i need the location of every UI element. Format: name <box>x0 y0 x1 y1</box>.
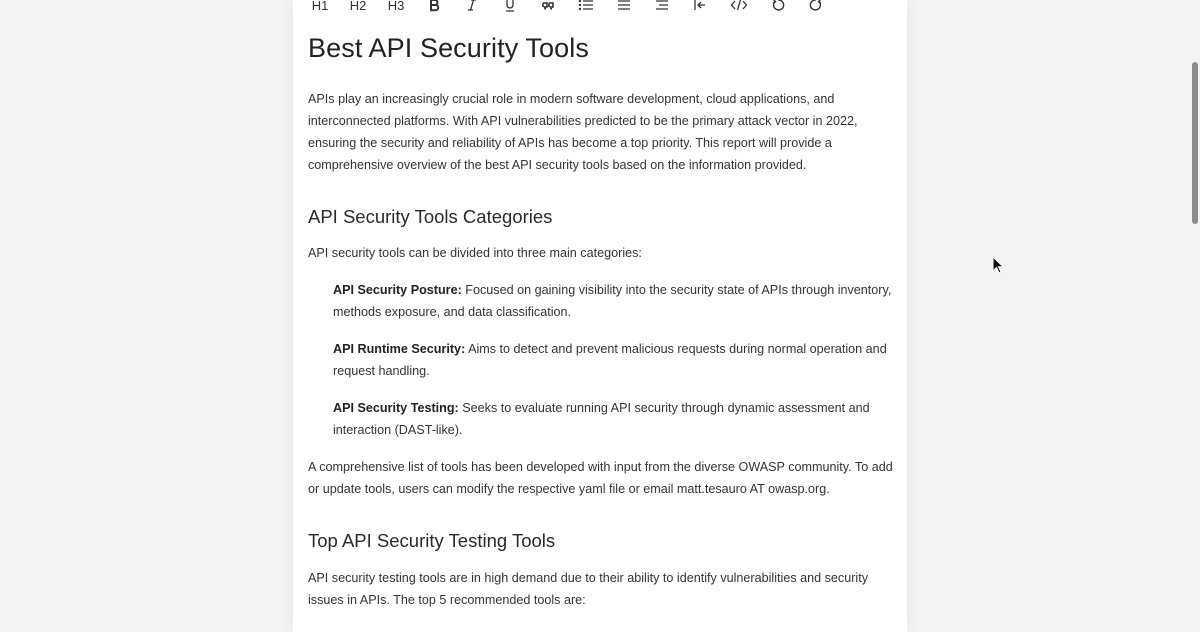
bold-icon <box>428 0 440 12</box>
scrollbar-thumb[interactable] <box>1192 62 1198 224</box>
code-button[interactable] <box>730 0 748 15</box>
blockquote-icon <box>541 0 555 12</box>
owasp-paragraph[interactable]: A comprehensive list of tools has been developed with input from the diverse OWASP community. To add or update tools, users can modify the respective yaml file or email matt.tesauro AT owasp.org. <box>308 460 893 496</box>
undo-button[interactable] <box>770 0 786 15</box>
underline-icon <box>504 0 516 12</box>
mouse-cursor-icon <box>992 256 1004 279</box>
category-item[interactable] <box>308 338 893 382</box>
editor-page <box>293 0 907 632</box>
category-description: Aims to detect and prevent malicious requests during normal operation and request handling. <box>333 342 887 378</box>
page-scrollbar[interactable] <box>1191 0 1200 632</box>
section-heading-categories[interactable]: API Security Tools Categories <box>308 206 553 227</box>
italic-button[interactable] <box>465 0 479 15</box>
blockquote-button[interactable] <box>540 0 556 15</box>
category-term: API Security Posture: <box>333 283 462 297</box>
code-icon <box>730 0 748 12</box>
outdent-icon <box>693 0 707 12</box>
align-left-icon <box>616 0 632 12</box>
category-term: API Runtime Security: <box>333 342 466 356</box>
bold-button[interactable] <box>427 0 441 15</box>
intro-paragraph[interactable]: APIs play an increasingly crucial role in modern software development, cloud applications, and interconnected platforms. With API vulnerabilities predicted to be the primary attack vector in 2022, ensuring the security and reliability of APIs has become a top priority. This report will provide a comprehensive overview of the best API security tools based on the information provided. <box>308 92 858 172</box>
undo-icon <box>771 0 785 12</box>
formatting-toolbar <box>293 0 907 16</box>
testing-tools-lead-paragraph[interactable]: API security testing tools are in high demand due to their ability to identify vulnerabilities and security issues in APIs. The top 5 recommended tools are: <box>308 571 869 607</box>
underline-button[interactable] <box>503 0 517 15</box>
heading-1-button[interactable]: H1 <box>311 0 329 13</box>
category-description: Focused on gaining visibility into the security state of APIs through inventory, methods exposure, and data classification. <box>333 283 892 319</box>
categories-lead-paragraph[interactable]: API security tools can be divided into three main categories: <box>308 246 642 260</box>
heading-2-button[interactable]: H2 <box>349 0 367 13</box>
category-item[interactable] <box>308 397 893 441</box>
document-body[interactable] <box>308 31 893 611</box>
align-right-button[interactable] <box>654 0 670 15</box>
category-description: Seeks to evaluate running API security through dynamic assessment and interaction (DAST-like). <box>333 401 870 437</box>
category-item[interactable] <box>308 279 893 323</box>
redo-button[interactable] <box>808 0 824 15</box>
section-heading-testing-tools[interactable]: Top API Security Testing Tools <box>308 530 556 551</box>
align-right-icon <box>654 0 670 12</box>
outdent-button[interactable] <box>693 0 707 15</box>
heading-3-button[interactable]: H3 <box>387 0 405 13</box>
italic-icon <box>466 0 478 12</box>
document-title[interactable]: Best API Security Tools <box>308 33 589 63</box>
bullet-list-icon <box>578 0 594 12</box>
align-left-button[interactable] <box>616 0 632 15</box>
redo-icon <box>809 0 823 12</box>
category-term: API Security Testing: <box>333 401 459 415</box>
bullet-list-button[interactable] <box>578 0 594 15</box>
